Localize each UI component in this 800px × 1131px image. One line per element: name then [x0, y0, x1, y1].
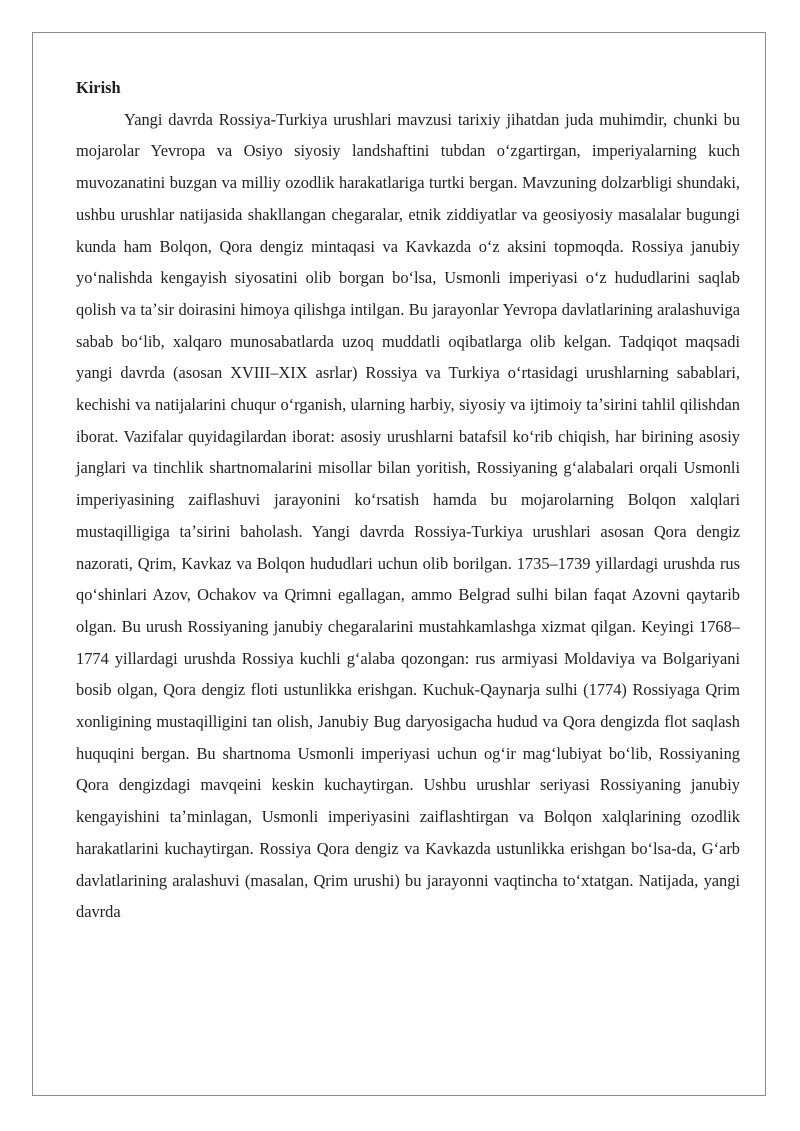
body-paragraph: Yangi davrda Rossiya-Turkiya urushlari mavzusi tarixiy jihatdan juda muhimdir, chunki bu mojarolar Yevropa va Osiyo siyosiy landshaftini tubdan oʻzgartirgan, imperiyalarning kuch muvozanatini buzgan va milliy ozodlik harakatlariga turtki bergan. Mavzuning dolzarbligi shundaki, ushbu urushlar natijasida shakllangan chegaralar, etnik ziddiyatlar va geosiyosiy masalalar bugungi kunda ham Bolqon, Qora dengiz mintaqasi va Kavkazda oʻz aksini topmoqda. Rossiya janubiy yoʻnalishda kengayish siyosatini olib borgan boʻlsa, Usmonli imperiyasi oʻz hududlarini saqlab qolish va taʼsir doirasini himoya qilishga intilgan. Bu jarayonlar Yevropa davlatlarining aralashuviga sabab boʻlib, xalqaro munosabatlarda uzoq muddatli oqibatlarga olib kelgan. Tadqiqot maqsadi yangi davrda (asosan XVIII–XIX asrlar) Rossiya va Turkiya oʻrtasidagi urushlarning sabablari, kechishi va natijalarini chuqur oʻrganish, ularning harbiy, siyosiy va ijtimoiy taʼsirini tahlil qilishdan iborat. Vazifalar quyidagilardan iborat: asosiy urushlarni batafsil koʻrib chiqish, har birining asosiy janglari va tinchlik shartnomalarini misollar bilan yoritish, Rossiyaning gʻalabalari orqali Usmonli imperiyasining zaiflashuvi jarayonini koʻrsatish hamda bu mojarolarning Bolqon xalqlari mustaqilligiga taʼsirini baholash. Yangi davrda Rossiya-Turkiya urushlari asosan Qora dengiz nazorati, Qrim, Kavkaz va Bolqon hududlari uchun olib borilgan. 1735–1739 yillardagi urushda rus qoʻshinlari Azov, Ochakov va Qrimni egallagan, ammo Belgrad sulhi bilan faqat Azovni qaytarib olgan. Bu urush Rossiyaning janubiy chegaralarini mustahkamlashga xizmat qilgan. Keyingi 1768–1774 yillardagi urushda Rossiya kuchli gʻalaba qozongan: rus armiyasi Moldaviya va Bolgariyani bosib olgan, Qora dengiz floti ustunlikka erishgan. Kuchuk-Qaynarja sulhi (1774) Rossiyaga Qrim xonligining mustaqilligini tan olish, Janubiy Bug daryosigacha hudud va Qora dengizda flot saqlash huquqini bergan. Bu shartnoma Usmonli imperiyasi uchun ogʻir magʻlubiyat boʻlib, Rossiyaning Qora dengizdagi mavqeini keskin kuchaytirgan. Ushbu urushlar seriyasi Rossiyaning janubiy kengayishini taʼminlagan, Usmonli imperiyasini zaiflashtirgan va Bolqon xalqlarining ozodlik harakatlarini kuchaytirgan. Rossiya Qora dengiz va Kavkazda ustunlikka erishgan boʻlsa-da, Gʻarb davlatlarining aralashuvi (masalan, Qrim urushi) bu jarayonni vaqtincha toʻxtatgan. Natijada, yangi davrda: [76, 109, 740, 922]
document-body: [76, 72, 740, 928]
section-heading: Kirish: [76, 78, 121, 97]
